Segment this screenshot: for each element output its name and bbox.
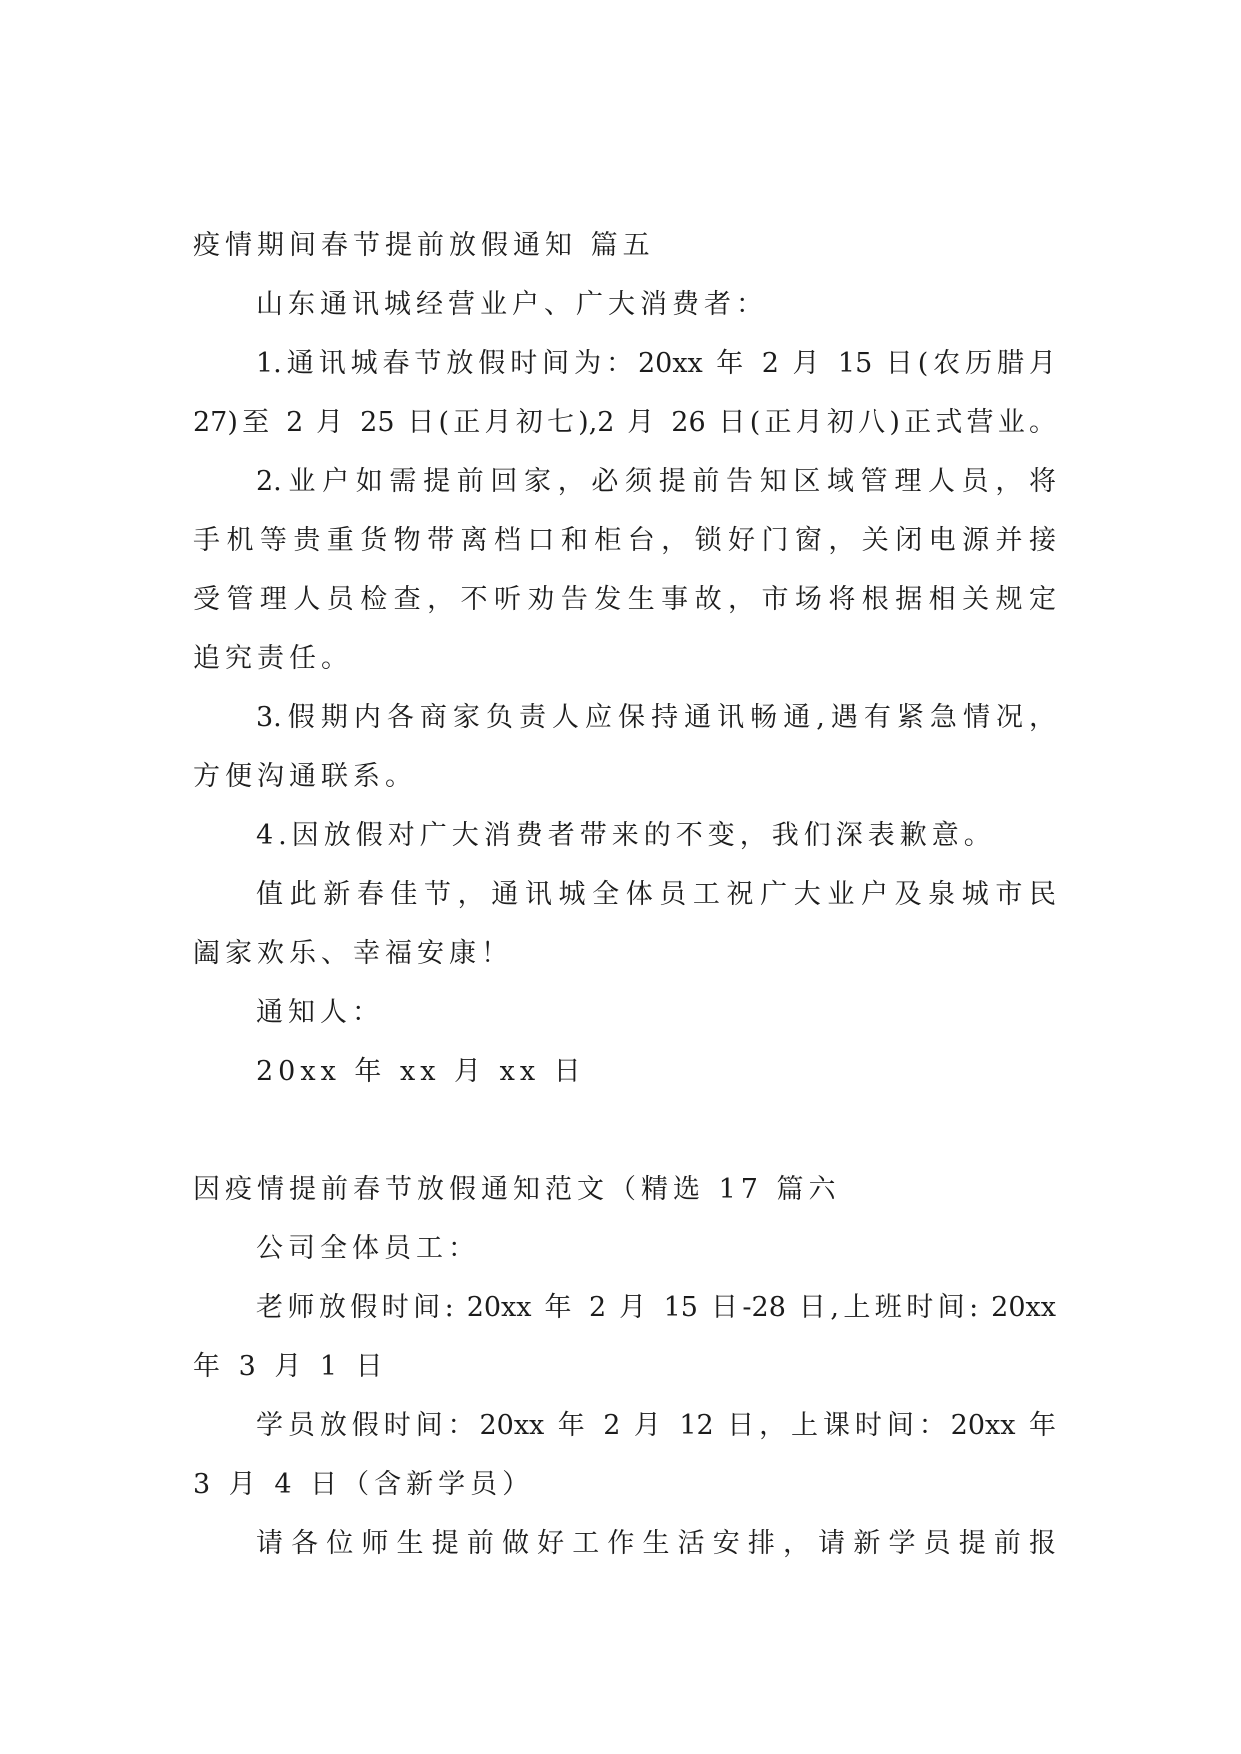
paragraph-line: 学员放假时间：20xx 年 2 月 12 日，上课时间：20xx 年 xyxy=(256,1410,1056,1441)
section-spacer xyxy=(193,1101,1056,1160)
paragraph-line: 阖家欢乐、幸福安康！ xyxy=(193,938,513,969)
salutation: 山东通讯城经营业户、广大消费者： xyxy=(256,289,768,320)
paragraph-line: 受管理人员检查，不听劝告发生事故，市场将根据相关规定 xyxy=(193,584,1056,615)
paragraph-line: 追究责任。 xyxy=(193,643,353,674)
paragraph-line: 值此新春佳节，通讯城全体员工祝广大业户及泉城市民 xyxy=(256,879,1056,910)
document-body xyxy=(193,216,1056,1573)
section-heading: 因疫情提前春节放假通知范文（精选 17 篇六 xyxy=(193,1174,841,1205)
paragraph-line: 老师放假时间: 20xx 年 2 月 15 日-28 日,上班时间: 20xx xyxy=(256,1292,1056,1323)
paragraph-line: 27)至 2 月 25 日(正月初七),2 月 26 日(正月初八)正式营业。 xyxy=(193,407,1056,438)
paragraph-line: 年 3 月 1 日 xyxy=(193,1351,388,1382)
paragraph-line: 2.业户如需提前回家，必须提前告知区域管理人员，将 xyxy=(256,466,1056,497)
paragraph-line: 请各位师生提前做好工作生活安排，请新学员提前报 xyxy=(256,1528,1056,1559)
section-heading: 疫情期间春节提前放假通知 篇五 xyxy=(193,230,655,261)
paragraph-line: 3.假期内各商家负责人应保持通讯畅通,遇有紧急情况， xyxy=(256,702,1056,733)
paragraph-line: 1.通讯城春节放假时间为：20xx 年 2 月 15 日(农历腊月 xyxy=(256,348,1056,379)
paragraph-line: 4.因放假对广大消费者带来的不变，我们深表歉意。 xyxy=(256,820,996,851)
salutation: 公司全体员工： xyxy=(256,1233,480,1264)
paragraph-line: 手机等贵重货物带离档口和柜台，锁好门窗，关闭电源并接 xyxy=(193,525,1056,556)
paragraph-line: 3 月 4 日（含新学员） xyxy=(193,1469,535,1500)
signatory-label: 通知人： xyxy=(256,997,384,1028)
notice-date: 20xx 年 xx 月 xx 日 xyxy=(256,1056,586,1087)
paragraph-line: 方便沟通联系。 xyxy=(193,761,417,792)
